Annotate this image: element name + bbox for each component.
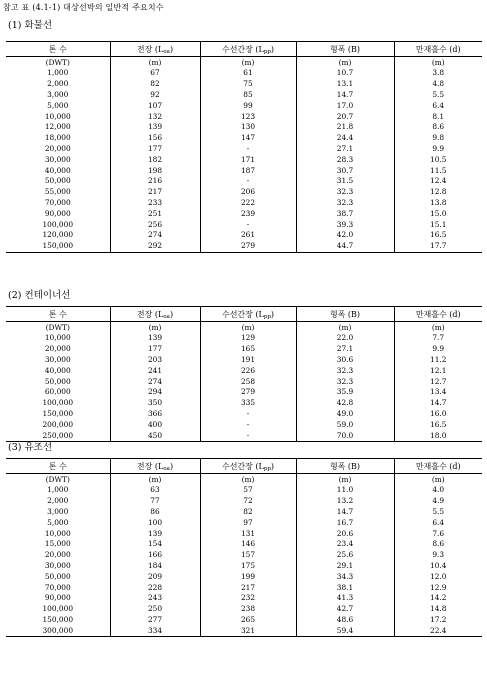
table-cell: 157 xyxy=(200,550,296,561)
table-cell: 209 xyxy=(110,571,200,582)
table-cell: 11.2 xyxy=(394,355,482,366)
table-cell: 22.4 xyxy=(394,625,482,636)
table-cell: 55,000 xyxy=(44,187,71,197)
header-lpp: 수선간장 $(L_{pp})$ xyxy=(200,42,296,57)
units-row xyxy=(6,474,482,486)
table-row xyxy=(6,376,482,387)
table-cell: 18.0 xyxy=(394,430,482,441)
table-cell: 7.7 xyxy=(394,333,482,344)
table-cell: 187 xyxy=(200,165,296,176)
table-row xyxy=(6,409,482,420)
table-cell: 334 xyxy=(110,625,200,636)
table-cell: 99 xyxy=(200,100,296,111)
table-cell: 217 xyxy=(110,187,200,198)
table-cell: 82 xyxy=(200,507,296,518)
table-cell: 13.8 xyxy=(394,198,482,209)
table-cell: 261 xyxy=(200,230,296,241)
table-cell: 175 xyxy=(200,561,296,572)
section-title-tanker: (3) 유조선 xyxy=(8,442,53,453)
table-cell: 226 xyxy=(200,365,296,376)
cargo-ship-table xyxy=(6,41,482,253)
table-cell: 44.7 xyxy=(296,241,394,252)
table-cell: 171 xyxy=(200,154,296,165)
table-row xyxy=(6,198,482,209)
table-cell: 294 xyxy=(110,387,200,398)
table-cell: 12.8 xyxy=(394,187,482,198)
table-cell: 154 xyxy=(110,539,200,550)
table-cell: 31.5 xyxy=(296,176,394,187)
table-cell: 129 xyxy=(200,333,296,344)
table-cell: 14.7 xyxy=(296,90,394,101)
table-cell: 277 xyxy=(110,615,200,626)
unit-cell: (m) xyxy=(200,57,296,69)
table-cell: 335 xyxy=(200,398,296,409)
table-cell: 12.1 xyxy=(394,365,482,376)
table-cell: 10.7 xyxy=(296,68,394,79)
table-cell: 156 xyxy=(110,133,200,144)
table-cell: 5.5 xyxy=(394,90,482,101)
table-cell: 13.2 xyxy=(296,496,394,507)
unit-cell: (DWT) xyxy=(45,474,70,484)
table-row xyxy=(6,550,482,561)
table-cell: 9.9 xyxy=(394,144,482,155)
table-cell: 366 xyxy=(110,409,200,420)
document-caption: 참고 표 (4.1-1) 대상선박의 일반적 주요치수 xyxy=(3,3,164,12)
container-ship-table xyxy=(6,306,482,442)
table-cell: 49.0 xyxy=(296,409,394,420)
table-cell: 216 xyxy=(110,176,200,187)
table-cell: 38.1 xyxy=(296,582,394,593)
table-cell: 132 xyxy=(110,111,200,122)
table-cell: 222 xyxy=(200,198,296,209)
table-cell: 60,000 xyxy=(44,387,71,397)
table-cell: 100,000 xyxy=(42,604,74,614)
table-cell: 38.7 xyxy=(296,208,394,219)
table-row xyxy=(6,604,482,615)
units-row xyxy=(6,322,482,334)
table-cell: 20,000 xyxy=(44,344,71,354)
table-cell: - xyxy=(200,144,296,155)
table-cell: 217 xyxy=(200,582,296,593)
table-cell: 30.6 xyxy=(296,355,394,366)
table-cell: 450 xyxy=(110,430,200,441)
table-cell: 200,000 xyxy=(42,419,74,429)
table-cell: 23.4 xyxy=(296,539,394,550)
table-cell: - xyxy=(200,430,296,441)
table-cell: 7.6 xyxy=(394,528,482,539)
header-breadth: 형폭 (B) xyxy=(296,307,394,322)
table-cell: 265 xyxy=(200,615,296,626)
table-cell: 14.7 xyxy=(394,398,482,409)
table-cell: 177 xyxy=(110,144,200,155)
table-cell: 203 xyxy=(110,355,200,366)
table-row xyxy=(6,365,482,376)
table-cell: 292 xyxy=(110,241,200,252)
unit-cell: (m) xyxy=(296,322,394,334)
table-cell: - xyxy=(200,419,296,430)
table-cell: 16.5 xyxy=(394,419,482,430)
table-cell: 9.3 xyxy=(394,550,482,561)
table-cell: 35.9 xyxy=(296,387,394,398)
table-cell: 139 xyxy=(110,333,200,344)
unit-cell: (DWT) xyxy=(45,57,70,67)
table-cell: 92 xyxy=(110,90,200,101)
table-cell: 5,000 xyxy=(47,100,69,110)
header-draft: 만재흘수 (d) xyxy=(394,307,482,322)
table-cell: 3,000 xyxy=(47,89,69,99)
header-loa: 전장 $(L_{oa})$ xyxy=(110,42,200,57)
table-cell: 120,000 xyxy=(42,230,74,240)
table-cell: 130 xyxy=(200,122,296,133)
table-cell: 21.8 xyxy=(296,122,394,133)
table-cell: 15.1 xyxy=(394,219,482,230)
table-cell: 100,000 xyxy=(42,398,74,408)
table-cell: 16.5 xyxy=(394,230,482,241)
table-row xyxy=(6,176,482,187)
header-breadth: 형폭 (B) xyxy=(296,459,394,474)
units-row xyxy=(6,57,482,69)
table-cell: 6.4 xyxy=(394,517,482,528)
table-cell: 59.0 xyxy=(296,419,394,430)
table-cell: 184 xyxy=(110,561,200,572)
table-cell: 8.1 xyxy=(394,111,482,122)
unit-cell: (m) xyxy=(394,322,482,334)
table-row xyxy=(6,625,482,636)
table-cell: 10.4 xyxy=(394,561,482,572)
table-cell: 32.3 xyxy=(296,187,394,198)
header-draft: 만재흘수 (d) xyxy=(394,42,482,57)
table-cell: 40,000 xyxy=(44,365,71,375)
header-tonnage: 톤 수 xyxy=(6,42,110,57)
table-cell: 30,000 xyxy=(44,560,71,570)
table-cell: 243 xyxy=(110,593,200,604)
header-tonnage: 톤 수 xyxy=(6,459,110,474)
unit-cell: (m) xyxy=(296,474,394,486)
table-cell: 28.3 xyxy=(296,154,394,165)
table-cell: 77 xyxy=(110,496,200,507)
table-cell: 400 xyxy=(110,419,200,430)
table-cell: 39.3 xyxy=(296,219,394,230)
table-cell: 199 xyxy=(200,571,296,582)
header-lpp: 수선간장 $(L_{pp})$ xyxy=(200,307,296,322)
table-cell: 27.1 xyxy=(296,144,394,155)
table-row xyxy=(6,79,482,90)
table-cell: 30,000 xyxy=(44,154,71,164)
table-cell: 100,000 xyxy=(42,219,74,229)
table-cell: 82 xyxy=(110,79,200,90)
table-row xyxy=(6,68,482,79)
table-cell: 182 xyxy=(110,154,200,165)
table-row xyxy=(6,344,482,355)
table-row xyxy=(6,111,482,122)
table-cell: 256 xyxy=(110,219,200,230)
table-cell: 25.6 xyxy=(296,550,394,561)
table-cell: 206 xyxy=(200,187,296,198)
table-cell: 16.0 xyxy=(394,409,482,420)
table-cell: 4.0 xyxy=(394,485,482,496)
table-cell: 279 xyxy=(200,241,296,252)
table-cell: 11.5 xyxy=(394,165,482,176)
table-cell: 279 xyxy=(200,387,296,398)
table-cell: 12.0 xyxy=(394,571,482,582)
table-cell: 90,000 xyxy=(44,593,71,603)
table-cell: 274 xyxy=(110,230,200,241)
table-cell: 72 xyxy=(200,496,296,507)
table-cell: 123 xyxy=(200,111,296,122)
table-cell: 250,000 xyxy=(6,430,110,441)
table-cell: 1,000 xyxy=(47,485,69,495)
table-row xyxy=(6,517,482,528)
table-cell: 131 xyxy=(200,528,296,539)
tanker-table xyxy=(6,458,482,637)
table-cell: 24.4 xyxy=(296,133,394,144)
header-draft: 만재흘수 (d) xyxy=(394,459,482,474)
table-cell: 321 xyxy=(200,625,296,636)
table-row xyxy=(6,154,482,165)
table-row xyxy=(6,485,482,496)
table-cell: 13.4 xyxy=(394,387,482,398)
table-row xyxy=(6,430,482,441)
table-row xyxy=(6,561,482,572)
table-cell: 14.8 xyxy=(394,604,482,615)
table-cell: 350 xyxy=(110,398,200,409)
table-cell: 61 xyxy=(200,68,296,79)
table-row xyxy=(6,219,482,230)
table-cell: 147 xyxy=(200,133,296,144)
table-row xyxy=(6,90,482,101)
table-row xyxy=(6,615,482,626)
table-row xyxy=(6,355,482,366)
table-cell: 67 xyxy=(110,68,200,79)
table-row xyxy=(6,593,482,604)
table-cell: 29.1 xyxy=(296,561,394,572)
table-cell: 4.9 xyxy=(394,496,482,507)
table-cell: 50,000 xyxy=(44,571,71,581)
table-cell: 10,000 xyxy=(44,111,71,121)
table-cell: 42.7 xyxy=(296,604,394,615)
header-breadth: 형폭 (B) xyxy=(296,42,394,57)
table-cell: 107 xyxy=(110,100,200,111)
table-cell: 8.6 xyxy=(394,122,482,133)
table-row xyxy=(6,571,482,582)
table-cell: 241 xyxy=(110,365,200,376)
table-cell: 22.0 xyxy=(296,333,394,344)
table-cell: 40,000 xyxy=(44,165,71,175)
table-cell: 12.7 xyxy=(394,376,482,387)
table-cell: 10,000 xyxy=(44,333,71,343)
unit-cell: (m) xyxy=(110,57,200,69)
table-cell: 2,000 xyxy=(47,496,69,506)
table-cell: 70,000 xyxy=(44,582,71,592)
table-cell: 150,000 xyxy=(42,408,74,418)
table-row xyxy=(6,241,482,252)
table-cell: 13.1 xyxy=(296,79,394,90)
table-row xyxy=(6,144,482,155)
table-cell: 9.9 xyxy=(394,344,482,355)
unit-cell: (DWT) xyxy=(45,322,70,332)
unit-cell: (m) xyxy=(394,57,482,69)
table-cell: 17.0 xyxy=(296,100,394,111)
table-cell: 100 xyxy=(110,517,200,528)
table-row xyxy=(6,419,482,430)
table-cell: 10.5 xyxy=(394,154,482,165)
table-cell: 90,000 xyxy=(44,208,71,218)
table-cell: 146 xyxy=(200,539,296,550)
table-cell: 238 xyxy=(200,604,296,615)
table-cell: 139 xyxy=(110,528,200,539)
table-cell: 85 xyxy=(200,90,296,101)
table-cell: 20,000 xyxy=(44,550,71,560)
table-cell: 59.4 xyxy=(296,625,394,636)
header-loa: 전장 $(L_{oa})$ xyxy=(110,307,200,322)
table-cell: 3.8 xyxy=(394,68,482,79)
table-cell: 50,000 xyxy=(44,176,71,186)
table-row xyxy=(6,582,482,593)
table-row xyxy=(6,230,482,241)
table-cell: - xyxy=(200,176,296,187)
table-cell: 150,000 xyxy=(6,241,110,252)
unit-cell: (m) xyxy=(200,474,296,486)
table-row xyxy=(6,507,482,518)
table-cell: 191 xyxy=(200,355,296,366)
table-row xyxy=(6,539,482,550)
table-cell: 11.0 xyxy=(296,485,394,496)
unit-cell: (m) xyxy=(110,474,200,486)
table-cell: 27.1 xyxy=(296,344,394,355)
table-row xyxy=(6,100,482,111)
table-cell: 14.2 xyxy=(394,593,482,604)
table-cell: 250 xyxy=(110,604,200,615)
table-cell: 15,000 xyxy=(44,539,71,549)
table-cell: 6.4 xyxy=(394,100,482,111)
table-cell: 50,000 xyxy=(44,376,71,386)
header-loa: 전장 $(L_{oa})$ xyxy=(110,459,200,474)
table-cell: 30,000 xyxy=(44,354,71,364)
table-cell: 15.0 xyxy=(394,208,482,219)
table-cell: 233 xyxy=(110,198,200,209)
unit-cell: (m) xyxy=(110,322,200,334)
table-cell: 5.5 xyxy=(394,507,482,518)
table-cell: - xyxy=(200,219,296,230)
table-cell: 177 xyxy=(110,344,200,355)
table-row xyxy=(6,133,482,144)
table-cell: 258 xyxy=(200,376,296,387)
table-cell: 86 xyxy=(110,507,200,518)
table-cell: 10,000 xyxy=(44,528,71,538)
table-cell: 9.8 xyxy=(394,133,482,144)
table-cell: 166 xyxy=(110,550,200,561)
table-row xyxy=(6,496,482,507)
table-cell: 42.0 xyxy=(296,230,394,241)
table-cell: 17.2 xyxy=(394,615,482,626)
table-row xyxy=(6,122,482,133)
table-cell: 4.8 xyxy=(394,79,482,90)
table-cell: 32.3 xyxy=(296,365,394,376)
table-cell: 5,000 xyxy=(47,517,69,527)
table-cell: 17.7 xyxy=(394,241,482,252)
table-row xyxy=(6,398,482,409)
table-cell: 300,000 xyxy=(6,625,110,636)
table-cell: 75 xyxy=(200,79,296,90)
table-cell: 20.6 xyxy=(296,528,394,539)
table-cell: 14.7 xyxy=(296,507,394,518)
table-cell: 30.7 xyxy=(296,165,394,176)
table-cell: 228 xyxy=(110,582,200,593)
table-cell: 48.6 xyxy=(296,615,394,626)
table-cell: 165 xyxy=(200,344,296,355)
unit-cell: (m) xyxy=(200,322,296,334)
header-lpp: 수선간장 $(L_{pp})$ xyxy=(200,459,296,474)
table-cell: 20.7 xyxy=(296,111,394,122)
table-row xyxy=(6,528,482,539)
table-row xyxy=(6,333,482,344)
table-cell: 274 xyxy=(110,376,200,387)
header-tonnage: 톤 수 xyxy=(6,307,110,322)
table-cell: 150,000 xyxy=(42,614,74,624)
section-title-cargo: (1) 화물선 xyxy=(8,20,53,31)
table-cell: 70,000 xyxy=(44,197,71,207)
table-row xyxy=(6,165,482,176)
table-cell: 12.9 xyxy=(394,582,482,593)
table-cell: 63 xyxy=(110,485,200,496)
table-cell: 1,000 xyxy=(47,68,69,78)
table-cell: 32.3 xyxy=(296,376,394,387)
table-cell: 57 xyxy=(200,485,296,496)
table-cell: 42.8 xyxy=(296,398,394,409)
table-cell: 41.3 xyxy=(296,593,394,604)
table-cell: 198 xyxy=(110,165,200,176)
table-cell: 251 xyxy=(110,208,200,219)
unit-cell: (m) xyxy=(394,474,482,486)
table-cell: 32.3 xyxy=(296,198,394,209)
table-cell: 70.0 xyxy=(296,430,394,441)
table-cell: 8.6 xyxy=(394,539,482,550)
table-cell: 12,000 xyxy=(44,122,71,132)
table-row xyxy=(6,208,482,219)
unit-cell: (m) xyxy=(296,57,394,69)
table-cell: 12.4 xyxy=(394,176,482,187)
table-row xyxy=(6,387,482,398)
table-cell: 97 xyxy=(200,517,296,528)
table-cell: - xyxy=(200,409,296,420)
table-cell: 139 xyxy=(110,122,200,133)
table-row xyxy=(6,187,482,198)
table-cell: 18,000 xyxy=(44,133,71,143)
table-cell: 16.7 xyxy=(296,517,394,528)
table-cell: 3,000 xyxy=(47,506,69,516)
table-cell: 232 xyxy=(200,593,296,604)
section-title-container: (2) 컨테이너선 xyxy=(8,290,71,301)
table-cell: 239 xyxy=(200,208,296,219)
table-cell: 34.3 xyxy=(296,571,394,582)
table-cell: 2,000 xyxy=(47,79,69,89)
table-cell: 20,000 xyxy=(44,143,71,153)
